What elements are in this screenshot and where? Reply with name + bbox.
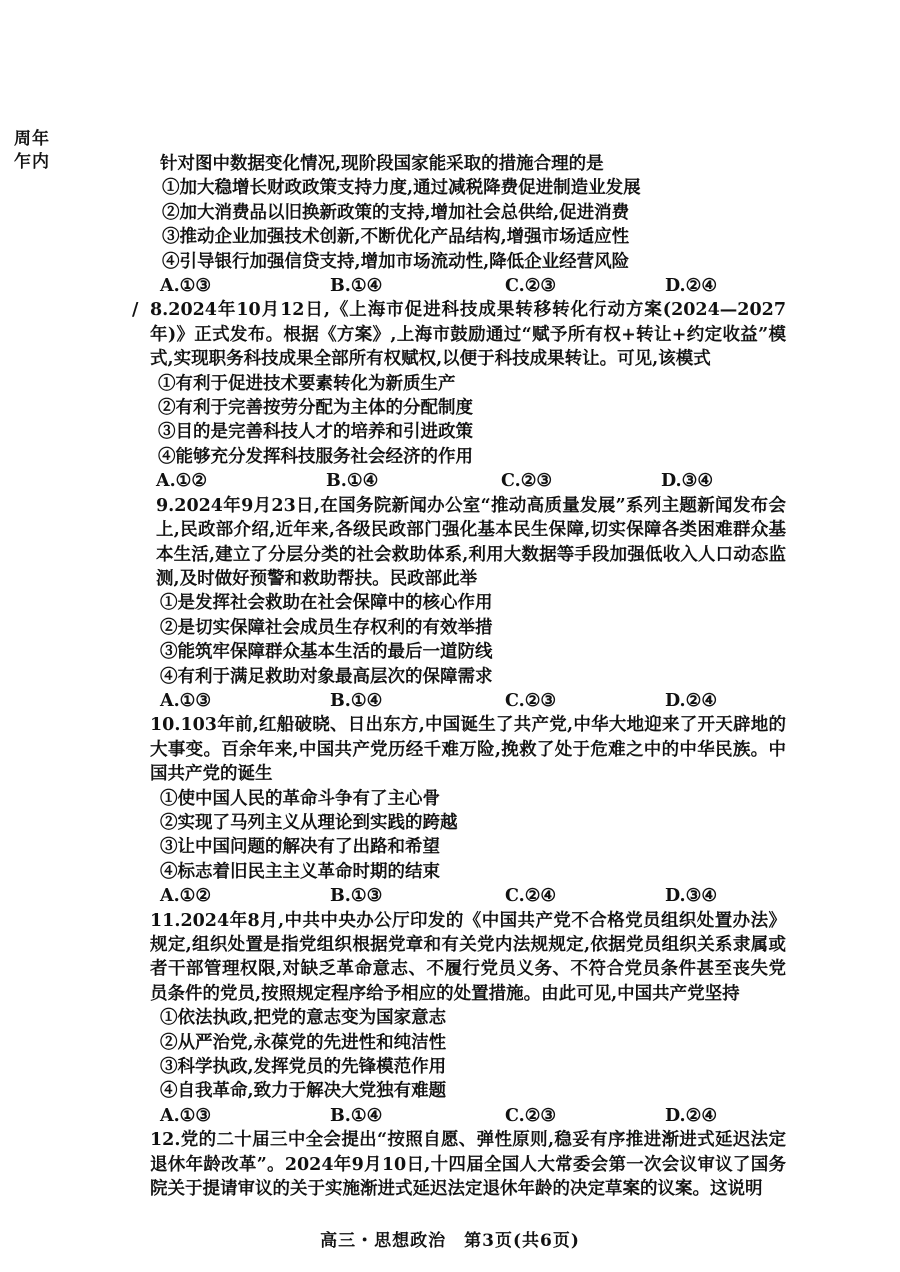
statement-2: ②加大消费品以旧换新政策的支持,增加社会总供给,促进消费 [162,202,630,223]
statement-4: ④自我革命,致力于解决大党独有难题 [160,1081,447,1102]
statement-4: ④有利于满足救助对象最高层次的保障需求 [160,666,493,687]
choice-c[interactable]: C.②③ [501,471,553,492]
statement-1: ①依法执政,把党的意志变为国家意志 [160,1008,447,1029]
statement-4: ④能够充分发挥科技服务社会经济的作用 [158,446,473,467]
choice-d[interactable]: D.③④ [661,471,714,492]
question-11-stem: 11.2024年8月,中共中央办公厅印发的《中国共产党不合格党员组织处置办法》规定,组织处置是指党组织根据党章和有关党内法规规定,依据党员组织关系隶属或者干部管理权限,对缺乏革命意志、不履行党员义务、不符合党员条件甚至丧失党员条件的党员,按照规定程序给予相应的处置措施。由此可见,中国共产党坚持 [150,910,786,1004]
answer-choices [150,1104,786,1128]
statement-3: ③能筑牢保障群众基本生活的最后一道防线 [160,642,493,663]
statement-4: ④引导银行加强信贷支持,增加市场流动性,降低企业经营风险 [162,251,630,272]
statement-1: ①有利于促进技术要素转化为新质生产 [158,373,456,394]
question-9 [150,494,786,714]
question-10 [150,713,786,908]
question-12 [150,1128,786,1201]
statement-3: ③推动企业加强技术创新,不断优化产品结构,增强市场适应性 [162,227,630,248]
answer-choices [150,884,786,908]
question-7-stem: 针对图中数据变化情况,现阶段国家能采取的措施合理的是 [160,154,604,174]
question-11 [150,909,786,1129]
choice-d[interactable]: D.②④ [665,276,718,297]
choice-a[interactable]: A.①② [156,471,208,492]
choice-d[interactable]: D.②④ [665,1105,718,1126]
answer-choices [150,274,786,298]
statement-2: ②是切实保障社会成员生存权利的有效举措 [160,617,493,638]
choice-b[interactable]: B.①④ [330,276,383,297]
choice-a[interactable]: A.①③ [160,276,212,297]
question-10-stem: 10.103年前,红船破晓、日出东方,中国诞生了共产党,中华大地迎来了开天辟地的大事变。百余年来,中国共产党历经千难万险,挽救了处于危难之中的中华民族。中国共产党的诞生 [150,715,786,785]
choice-b[interactable]: B.①④ [330,1105,383,1126]
margin-note [14,128,50,174]
question-content [132,152,787,1201]
choice-a[interactable]: A.①③ [160,690,212,711]
question-7 [150,152,786,298]
question-8 [132,298,787,493]
choice-d[interactable]: D.②④ [665,690,718,711]
margin-note-line: 周年 [14,129,50,149]
choice-c[interactable]: C.②③ [505,276,557,297]
statement-3: ③让中国问题的解决有了出路和希望 [160,837,440,858]
choice-a[interactable]: A.①② [160,886,212,907]
choice-a[interactable]: A.①③ [160,1105,212,1126]
question-9-stem: 9.2024年9月23日,在国务院新闻办公室“推动高质量发展”系列主题新闻发布会上,民政部介绍,近年来,各级民政部门强化基本民生保障,切实保障各类困难群众基本生活,建立了分层分类的社会救助体系,利用大数据等手段加强低收入人口动态监测,及时做好预警和救助帮扶。民政部此举 [156,495,786,589]
question-8-stem: 8.2024年10月12日,《上海市促进科技成果转移转化行动方案(2024—2027年)》正式发布。根据《方案》,上海市鼓励通过“赋予所有权+转让+约定收益”模式,实现职务科技成果全部所有权赋权,以便于科技成果转让。可见,该模式 [150,300,787,370]
statement-3: ③目的是完善科技人才的培养和引进政策 [158,422,473,443]
choice-d[interactable]: D.③④ [665,886,718,907]
answer-choices [150,689,786,713]
statement-1: ①使中国人民的革命斗争有了主心骨 [160,788,440,809]
choice-c[interactable]: C.②④ [505,886,557,907]
page-footer: 高三・思想政治 第3页(共6页) [320,1231,580,1251]
pen-mark: / [132,300,139,321]
margin-note-line: 乍内 [14,152,50,172]
statement-1: ①是发挥社会救助在社会保障中的核心作用 [160,593,493,614]
statement-4: ④标志着旧民主主义革命时期的结束 [160,861,440,882]
choice-c[interactable]: C.②③ [505,1105,557,1126]
statement-1: ①加大稳增长财政政策支持力度,通过减税降费促进制造业发展 [162,178,641,199]
choice-b[interactable]: B.①④ [326,471,379,492]
choice-c[interactable]: C.②③ [505,690,557,711]
choice-b[interactable]: B.①④ [330,690,383,711]
statement-2: ②实现了马列主义从理论到实践的跨越 [160,812,458,833]
choice-b[interactable]: B.①③ [330,886,383,907]
statement-3: ③科学执政,发挥党员的先锋模范作用 [160,1057,447,1078]
question-12-stem: 12.党的二十届三中全会提出“按照自愿、弹性原则,稳妥有序推进渐进式延迟法定退休年龄改革”。2024年9月10日,十四届全国人大常委会第一次会议审议了国务院关于提请审议的关于实施渐进式延迟法定退休年龄的决定草案的议案。这说明 [150,1130,786,1200]
answer-choices [146,469,786,493]
statement-2: ②有利于完善按劳分配为主体的分配制度 [158,398,473,419]
statement-2: ②从严治党,永葆党的先进性和纯洁性 [160,1032,447,1053]
